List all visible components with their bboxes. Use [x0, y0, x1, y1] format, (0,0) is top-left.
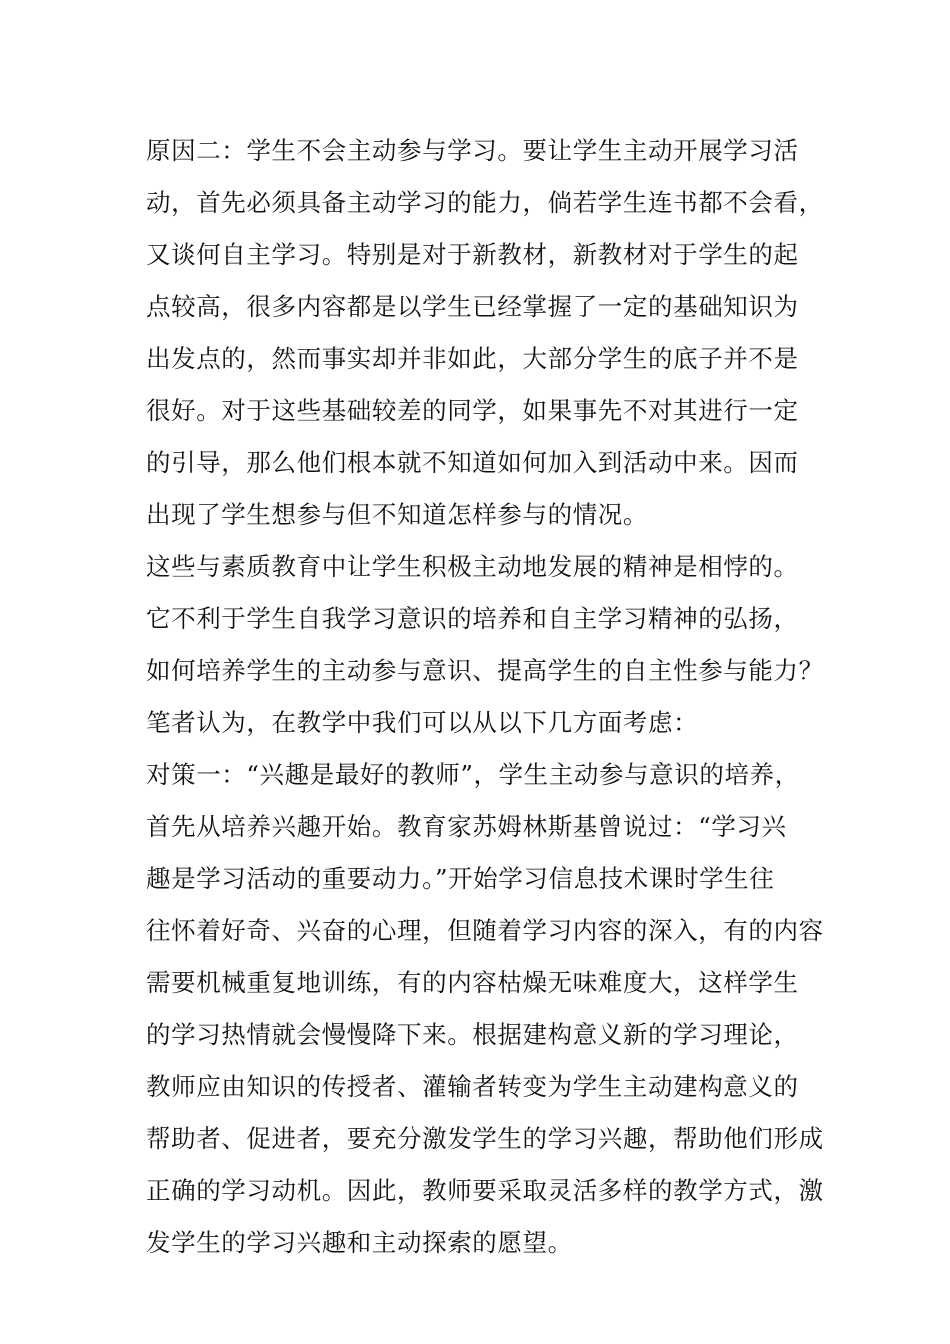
text-line: 出现了学生想参与但不知道怎样参与的情况。 [146, 500, 648, 529]
text-line: 教师应由知识的传授者、灌输者转变为学生主动建构意义的 [146, 1072, 799, 1101]
text-line: 的学习热情就会慢慢降下来。根据建构意义新的学习理论， [146, 1020, 799, 1049]
text-line: 往怀着好奇、兴奋的心理，但随着学习内容的深入，有的内容 [146, 916, 824, 945]
text-line: 这些与素质教育中让学生积极主动地发展的精神是相悖的。 [146, 552, 799, 581]
text-line: 很好。对于这些基础较差的同学，如果事先不对其进行一定 [146, 396, 799, 425]
text-line: 它不利于学生自我学习意识的培养和自主学习精神的弘扬， [146, 604, 799, 633]
text-line: 需要机械重复地训练，有的内容枯燥无味难度大，这样学生 [146, 968, 799, 997]
text-line: 的引导，那么他们根本就不知道如何加入到活动中来。因而 [146, 448, 799, 477]
text-line: 笔者认为，在教学中我们可以从以下几方面考虑： [146, 708, 699, 737]
text-line: 对策一：“兴趣是最好的教师”，学生主动参与意识的培养， [146, 760, 800, 789]
text-line: 点较高，很多内容都是以学生已经掌握了一定的基础知识为 [146, 292, 799, 321]
text-line: 趣是学习活动的重要动力。”开始学习信息技术课时学生往 [146, 864, 775, 893]
text-line: 帮助者、促进者，要充分激发学生的学习兴趣，帮助他们形成 [146, 1124, 824, 1153]
text-line: 原因二：学生不会主动参与学习。要让学生主动开展学习活 [146, 136, 799, 165]
text-line: 发学生的学习兴趣和主动探索的愿望。 [146, 1228, 573, 1257]
text-line: 出发点的，然而事实却并非如此，大部分学生的底子并不是 [146, 344, 799, 373]
text-line: 首先从培养兴趣开始。教育家苏姆林斯基曾说过：“学习兴 [146, 812, 787, 841]
text-line: 动，首先必须具备主动学习的能力，倘若学生连书都不会看， [146, 188, 824, 217]
body-text [146, 125, 826, 1269]
text-line: 正确的学习动机。因此，教师要采取灵活多样的教学方式，激 [146, 1176, 824, 1205]
text-line: 又谈何自主学习。特别是对于新教材，新教材对于学生的起 [146, 240, 799, 269]
text-line: 如何培养学生的主动参与意识、提高学生的自主性参与能力？ [146, 656, 824, 685]
